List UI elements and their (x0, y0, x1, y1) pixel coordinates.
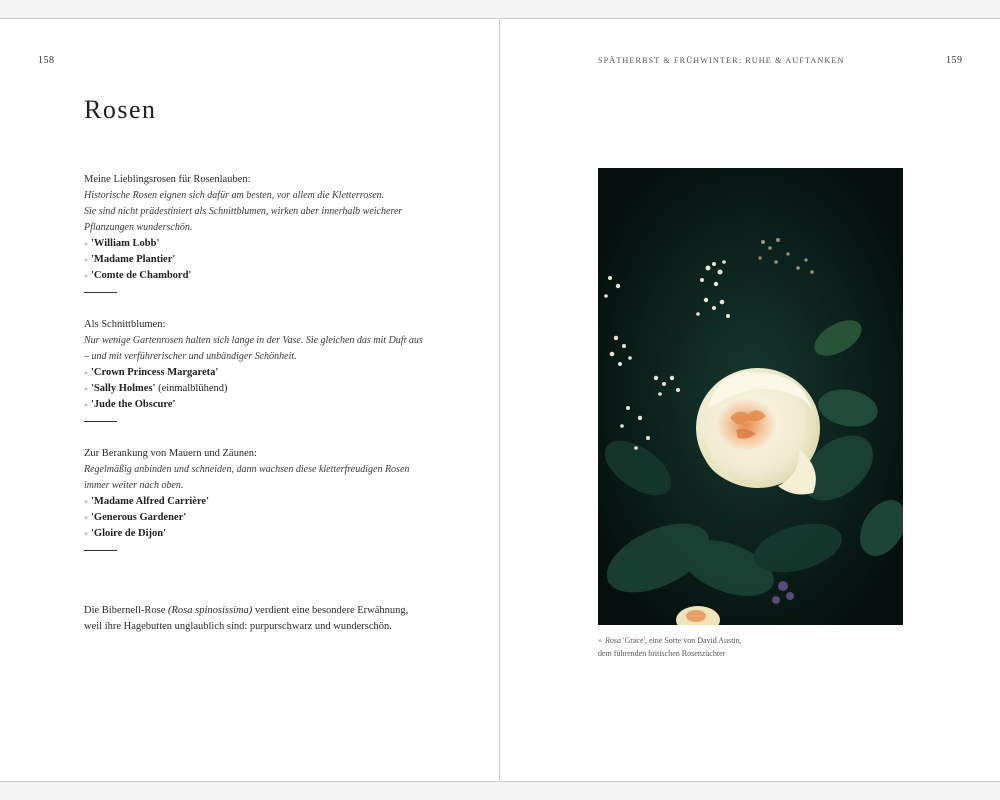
section-divider (84, 292, 117, 293)
bullet-icon: » (84, 255, 88, 264)
right-page-number: 159 (946, 55, 963, 66)
rose-name: 'Gloire de Dijon' (91, 528, 167, 539)
section-heading: Als Schnittblumen: (84, 319, 166, 330)
list-item (84, 236, 424, 252)
section-divider (84, 421, 117, 422)
page-title: Rosen (84, 95, 157, 124)
bullet-icon: » (84, 368, 88, 377)
caption-line-1 (598, 634, 898, 647)
section-heading: Zur Berankung von Mauern und Zäunen: (84, 448, 257, 459)
rose-name: 'Generous Gardener' (91, 512, 187, 523)
page-gutter (499, 19, 500, 781)
bullet-icon: » (84, 271, 88, 280)
section-description: Historische Rosen eignen sich dafür am besten, vor allem die Kletterrosen. (84, 190, 385, 201)
section-description: Nur wenige Gartenrosen halten sich lange in der Vase. Sie gleichen das mit Duft aus – und mit verführerischer und unbändiger Schönheit. (84, 335, 423, 362)
rose-name: 'Comte de Chambord' (91, 270, 192, 281)
section-rosenlauben (84, 172, 424, 293)
section-description: Sie sind nicht prädestiniert als Schnittblumen, wirken aber innerhalb weicherer Pflanzungen wunderschön. (84, 206, 403, 233)
list-item (84, 268, 424, 284)
rose-name: 'Madame Plantier' (91, 254, 176, 265)
bullet-icon: » (84, 497, 88, 506)
left-page-number: 158 (38, 55, 55, 66)
list-item (84, 381, 424, 397)
rose-name: 'Madame Alfred Carrière' (91, 496, 209, 507)
section-berankung (84, 446, 424, 551)
rose-list (84, 365, 424, 413)
section-schnittblumen (84, 317, 424, 422)
bullet-icon: » (84, 513, 88, 522)
rose-name: 'Crown Princess Margareta' (91, 367, 219, 378)
section-description: Regelmäßig anbinden und schneiden, dann wachsen diese kletterfreudigen Rosen immer weiter nach oben. (84, 464, 410, 491)
bullet-icon: » (84, 400, 88, 409)
photo-caption (598, 634, 898, 660)
rose-illustration (598, 168, 903, 625)
list-item (84, 397, 424, 413)
rose-name: 'William Lobb' (91, 238, 160, 249)
bullet-icon: » (84, 384, 88, 393)
list-item (84, 510, 424, 526)
rose-note: (einmalblühend) (155, 383, 228, 394)
rose-name: 'Sally Holmes' (91, 383, 156, 394)
closing-paragraph (84, 603, 424, 635)
list-item (84, 252, 424, 268)
caption-line-2: dem führenden britischen Rosenzüchter (598, 649, 726, 658)
caption-latin: Rosa (605, 636, 621, 645)
rose-list (84, 236, 424, 284)
caption-text: 'Grace', eine Sorte von David Austin, (621, 636, 742, 645)
closing-text: Die Bibernell-Rose (84, 604, 168, 616)
book-spread (0, 18, 1000, 782)
list-item (84, 365, 424, 381)
closing-latin-name: (Rosa spinosissima) (167, 604, 253, 616)
bullet-icon: » (84, 239, 88, 248)
list-item (84, 494, 424, 510)
bullet-icon: » (84, 529, 88, 538)
rose-list (84, 494, 424, 542)
list-item (84, 526, 424, 542)
section-divider (84, 550, 117, 551)
rose-photo (598, 168, 903, 625)
running-head: SPÄTHERBST & FRÜHWINTER: RUHE & AUFTANKEN (598, 56, 845, 65)
closing-text: verdient eine besondere Erwähnung, weil ihre Hagebutten unglaublich sind: purpurschwarz und wunderschön. (84, 604, 409, 632)
rose-name: 'Jude the Obscure' (91, 399, 176, 410)
caption-marker: » (598, 636, 602, 645)
section-heading: Meine Lieblingsrosen für Rosenlauben: (84, 174, 251, 185)
